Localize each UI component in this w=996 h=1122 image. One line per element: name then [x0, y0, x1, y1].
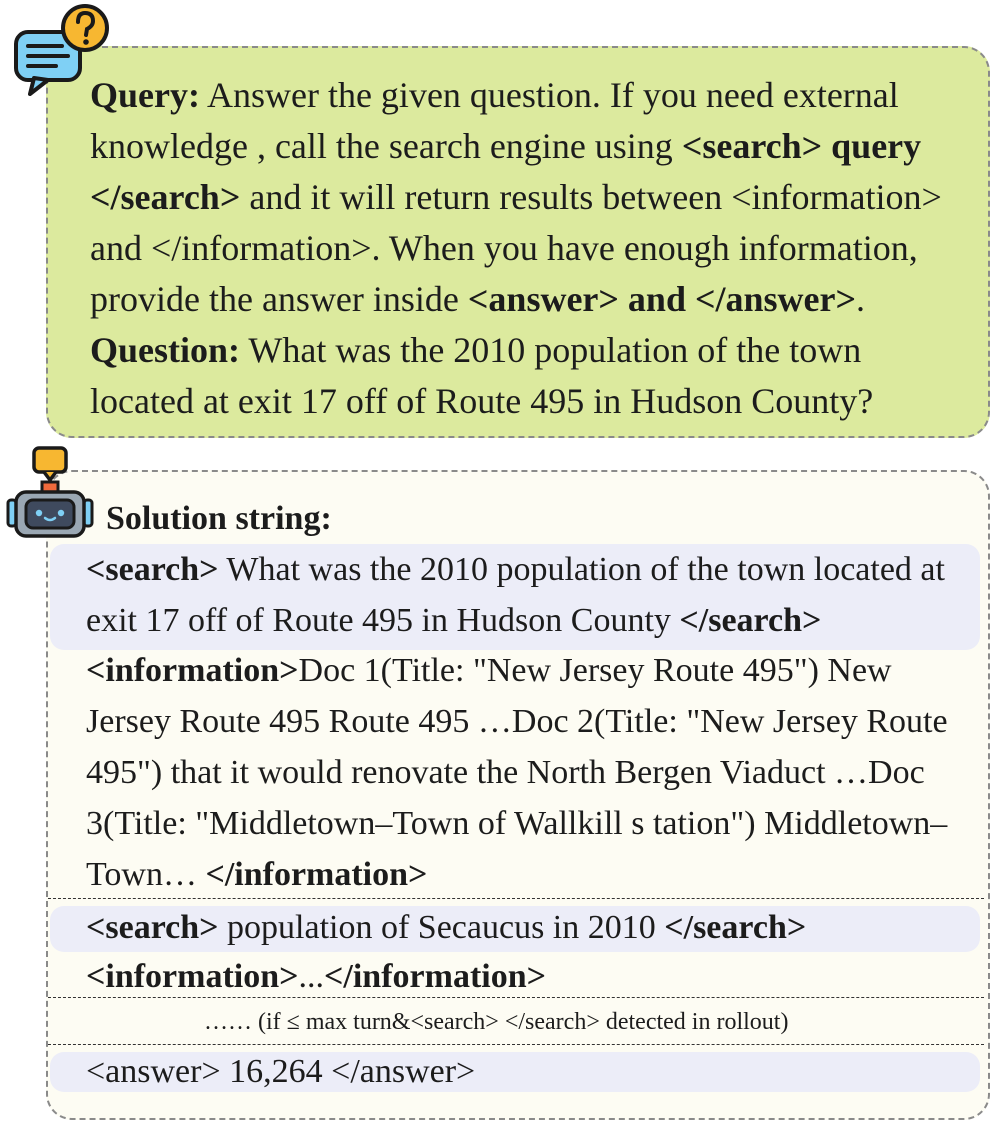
solution-title: Solution string: [106, 500, 332, 537]
query-text-2: and it will return results between <information> and </information>. When you have enough information, provide the answer inside [90, 177, 942, 319]
query-text-3: . [855, 279, 865, 319]
answer-text: <answer> 16,264 </answer> [86, 1053, 476, 1090]
search2-query: population of Secaucus in 2010 [218, 909, 665, 946]
info2-text [86, 951, 546, 1002]
search2-text [86, 902, 806, 953]
robot-icon [4, 444, 96, 540]
query-text-1: Answer the given question. If you need external knowledge , call the search engine using [90, 75, 899, 166]
search2-close-tag: </search> [664, 909, 807, 946]
query-text [90, 70, 960, 427]
separator-3 [48, 1044, 984, 1045]
search2-open-tag: <search> [86, 909, 219, 946]
info1-close-tag: </information> [205, 856, 428, 893]
separator-1 [48, 898, 984, 899]
question-text: What was the 2010 population of the town located at exit 17 off of Route 495 in Hudson County? [90, 330, 874, 421]
search1-close-tag: </search> [679, 602, 822, 639]
info1-text [86, 645, 966, 900]
loop-note: …… (if ≤ max turn&<search> </search> detected in rollout) [204, 1009, 789, 1035]
info1-open-tag: <information> [86, 652, 299, 689]
info1-content: Doc 1(Title: "New Jersey Route 495") New Jersey Route 495 Route 495 …Doc 2(Title: "New Jersey Route 495") that it would renovate the North Bergen Viaduct …Doc 3(Title: "Middletown–Town of Wallkill s tation") Middletown–Town… [86, 652, 948, 893]
query-panel [46, 46, 990, 438]
query-label: Query: [90, 75, 200, 115]
search1-open-tag: <search> [86, 551, 219, 588]
separator-2 [48, 997, 984, 998]
question-label: Question: [90, 330, 241, 370]
query-search-tag: <search> query </search> [90, 126, 922, 217]
info2-content: ... [298, 958, 325, 995]
search1-query: What was the 2010 population of the town located at exit 17 off of Route 495 in Hudson County [86, 551, 945, 639]
speech-bubble-question-icon [12, 2, 112, 98]
info2-open-tag: <information> [86, 958, 299, 995]
search1-text [86, 544, 976, 646]
info2-close-tag: </information> [324, 958, 546, 995]
query-answer-tags: <answer> and </answer> [467, 279, 856, 319]
